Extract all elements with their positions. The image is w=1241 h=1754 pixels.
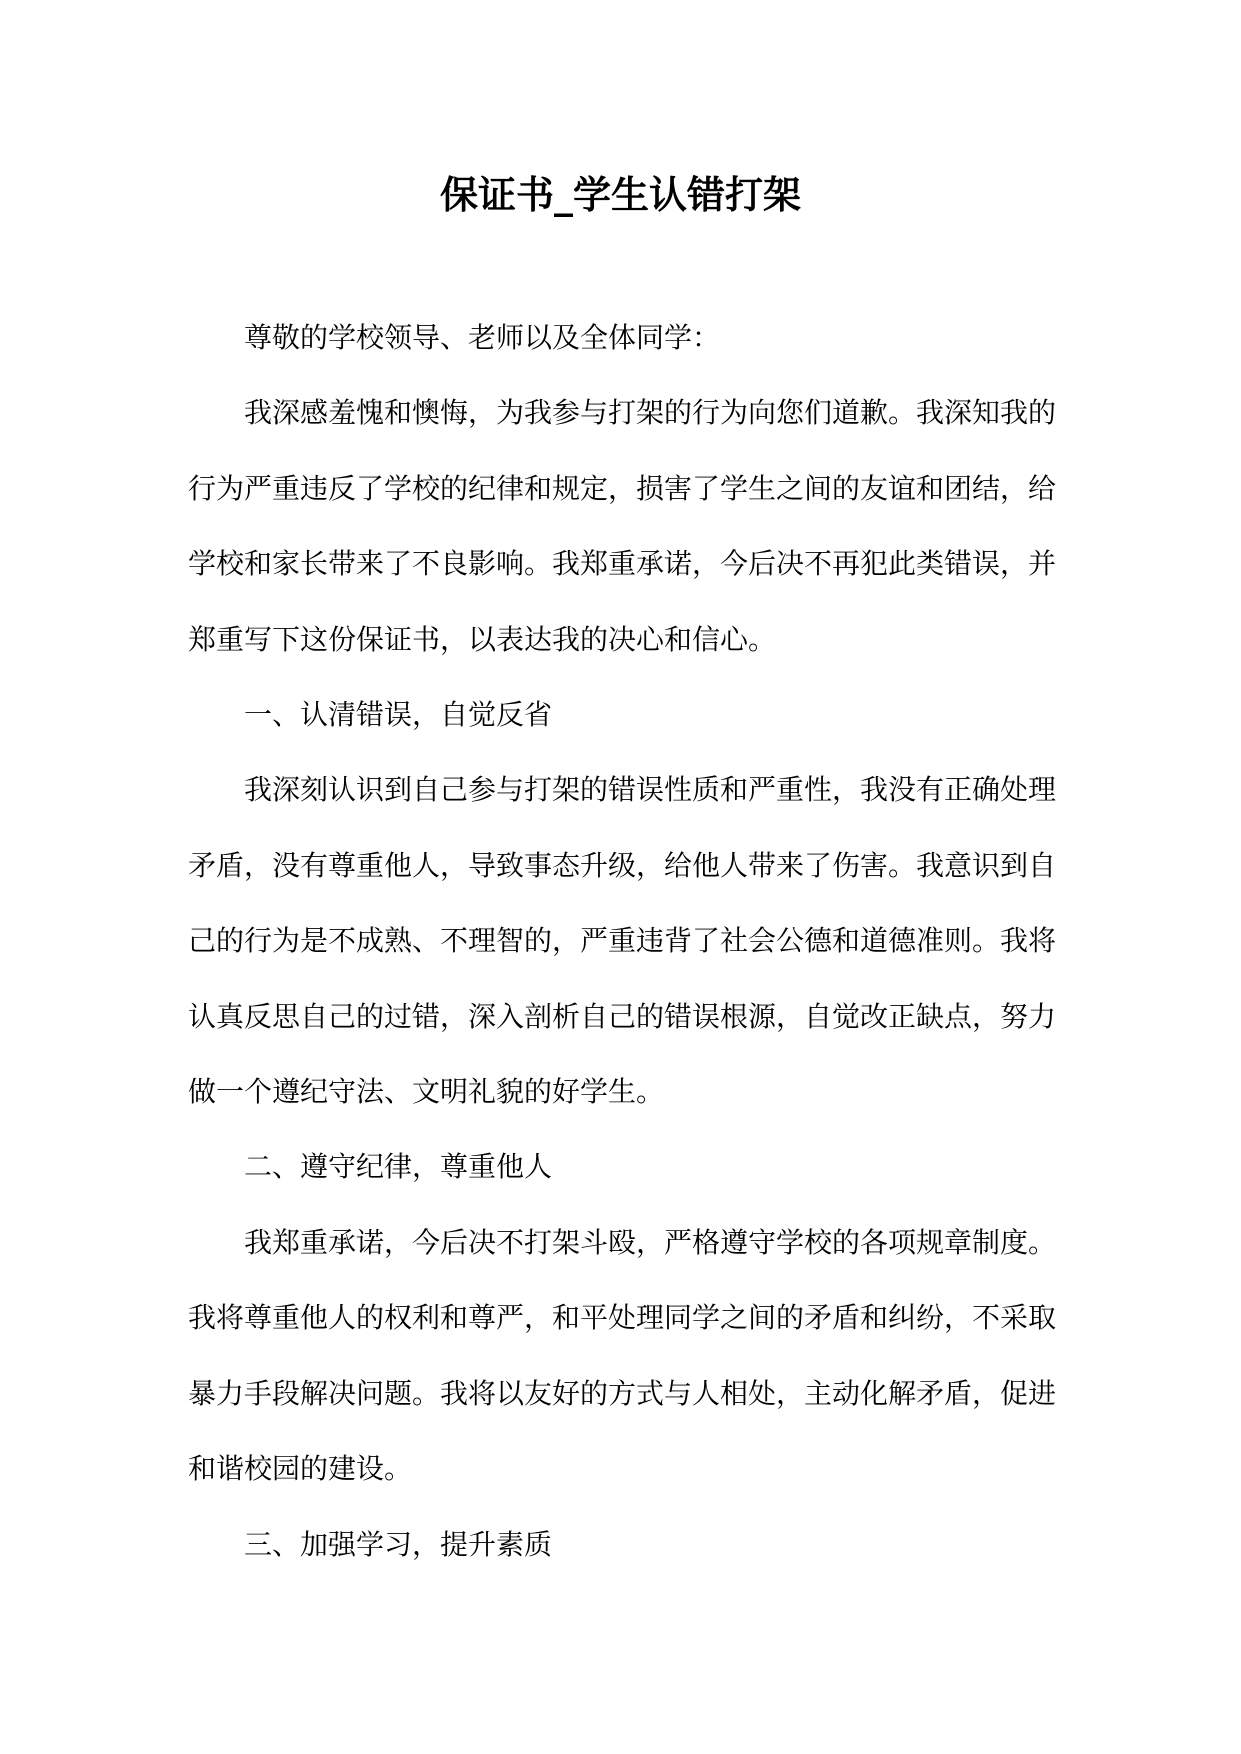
section-heading-1: 一、认清错误，自觉反省 [244,698,553,732]
section-heading-3: 三、加强学习，提升素质 [244,1527,553,1561]
paragraph-reflection: 我深刻认识到自己参与打架的错误性质和严重性，我没有正确处理矛盾，没有尊重他人，导致事态升级，给他人带来了伤害。我意识到自己的行为是不成熟、不理智的，严重违背了社会公德和道德准则。我将认真反思自己的过错，深入剖析自己的错误根源，自觉改正缺点，努力做一个遵纪守法、文明礼貌的好学生。 [188,773,1057,1109]
paragraph-discipline: 我郑重承诺，今后决不打架斗殴，严格遵守学校的各项规章制度。我将尊重他人的权利和尊严，和平处理同学之间的矛盾和纠纷，不采取暴力手段解决问题。我将以友好的方式与人相处，主动化解矛盾，促进和谐校园的建设。 [188,1225,1057,1486]
paragraph-apology: 我深感羞愧和懊悔，为我参与打架的行为向您们道歉。我深知我的行为严重违反了学校的纪律和规定，损害了学生之间的友谊和团结，给学校和家长带来了不良影响。我郑重承诺，今后决不再犯此类错误，并郑重写下这份保证书，以表达我的决心和信心。 [188,396,1057,656]
salutation: 尊敬的学校领导、老师以及全体同学： [244,321,721,354]
document-body [188,300,1056,1582]
section-heading-2: 二、遵守纪律，尊重他人 [244,1150,553,1184]
document-title: 保证书_学生认错打架 [439,172,801,217]
